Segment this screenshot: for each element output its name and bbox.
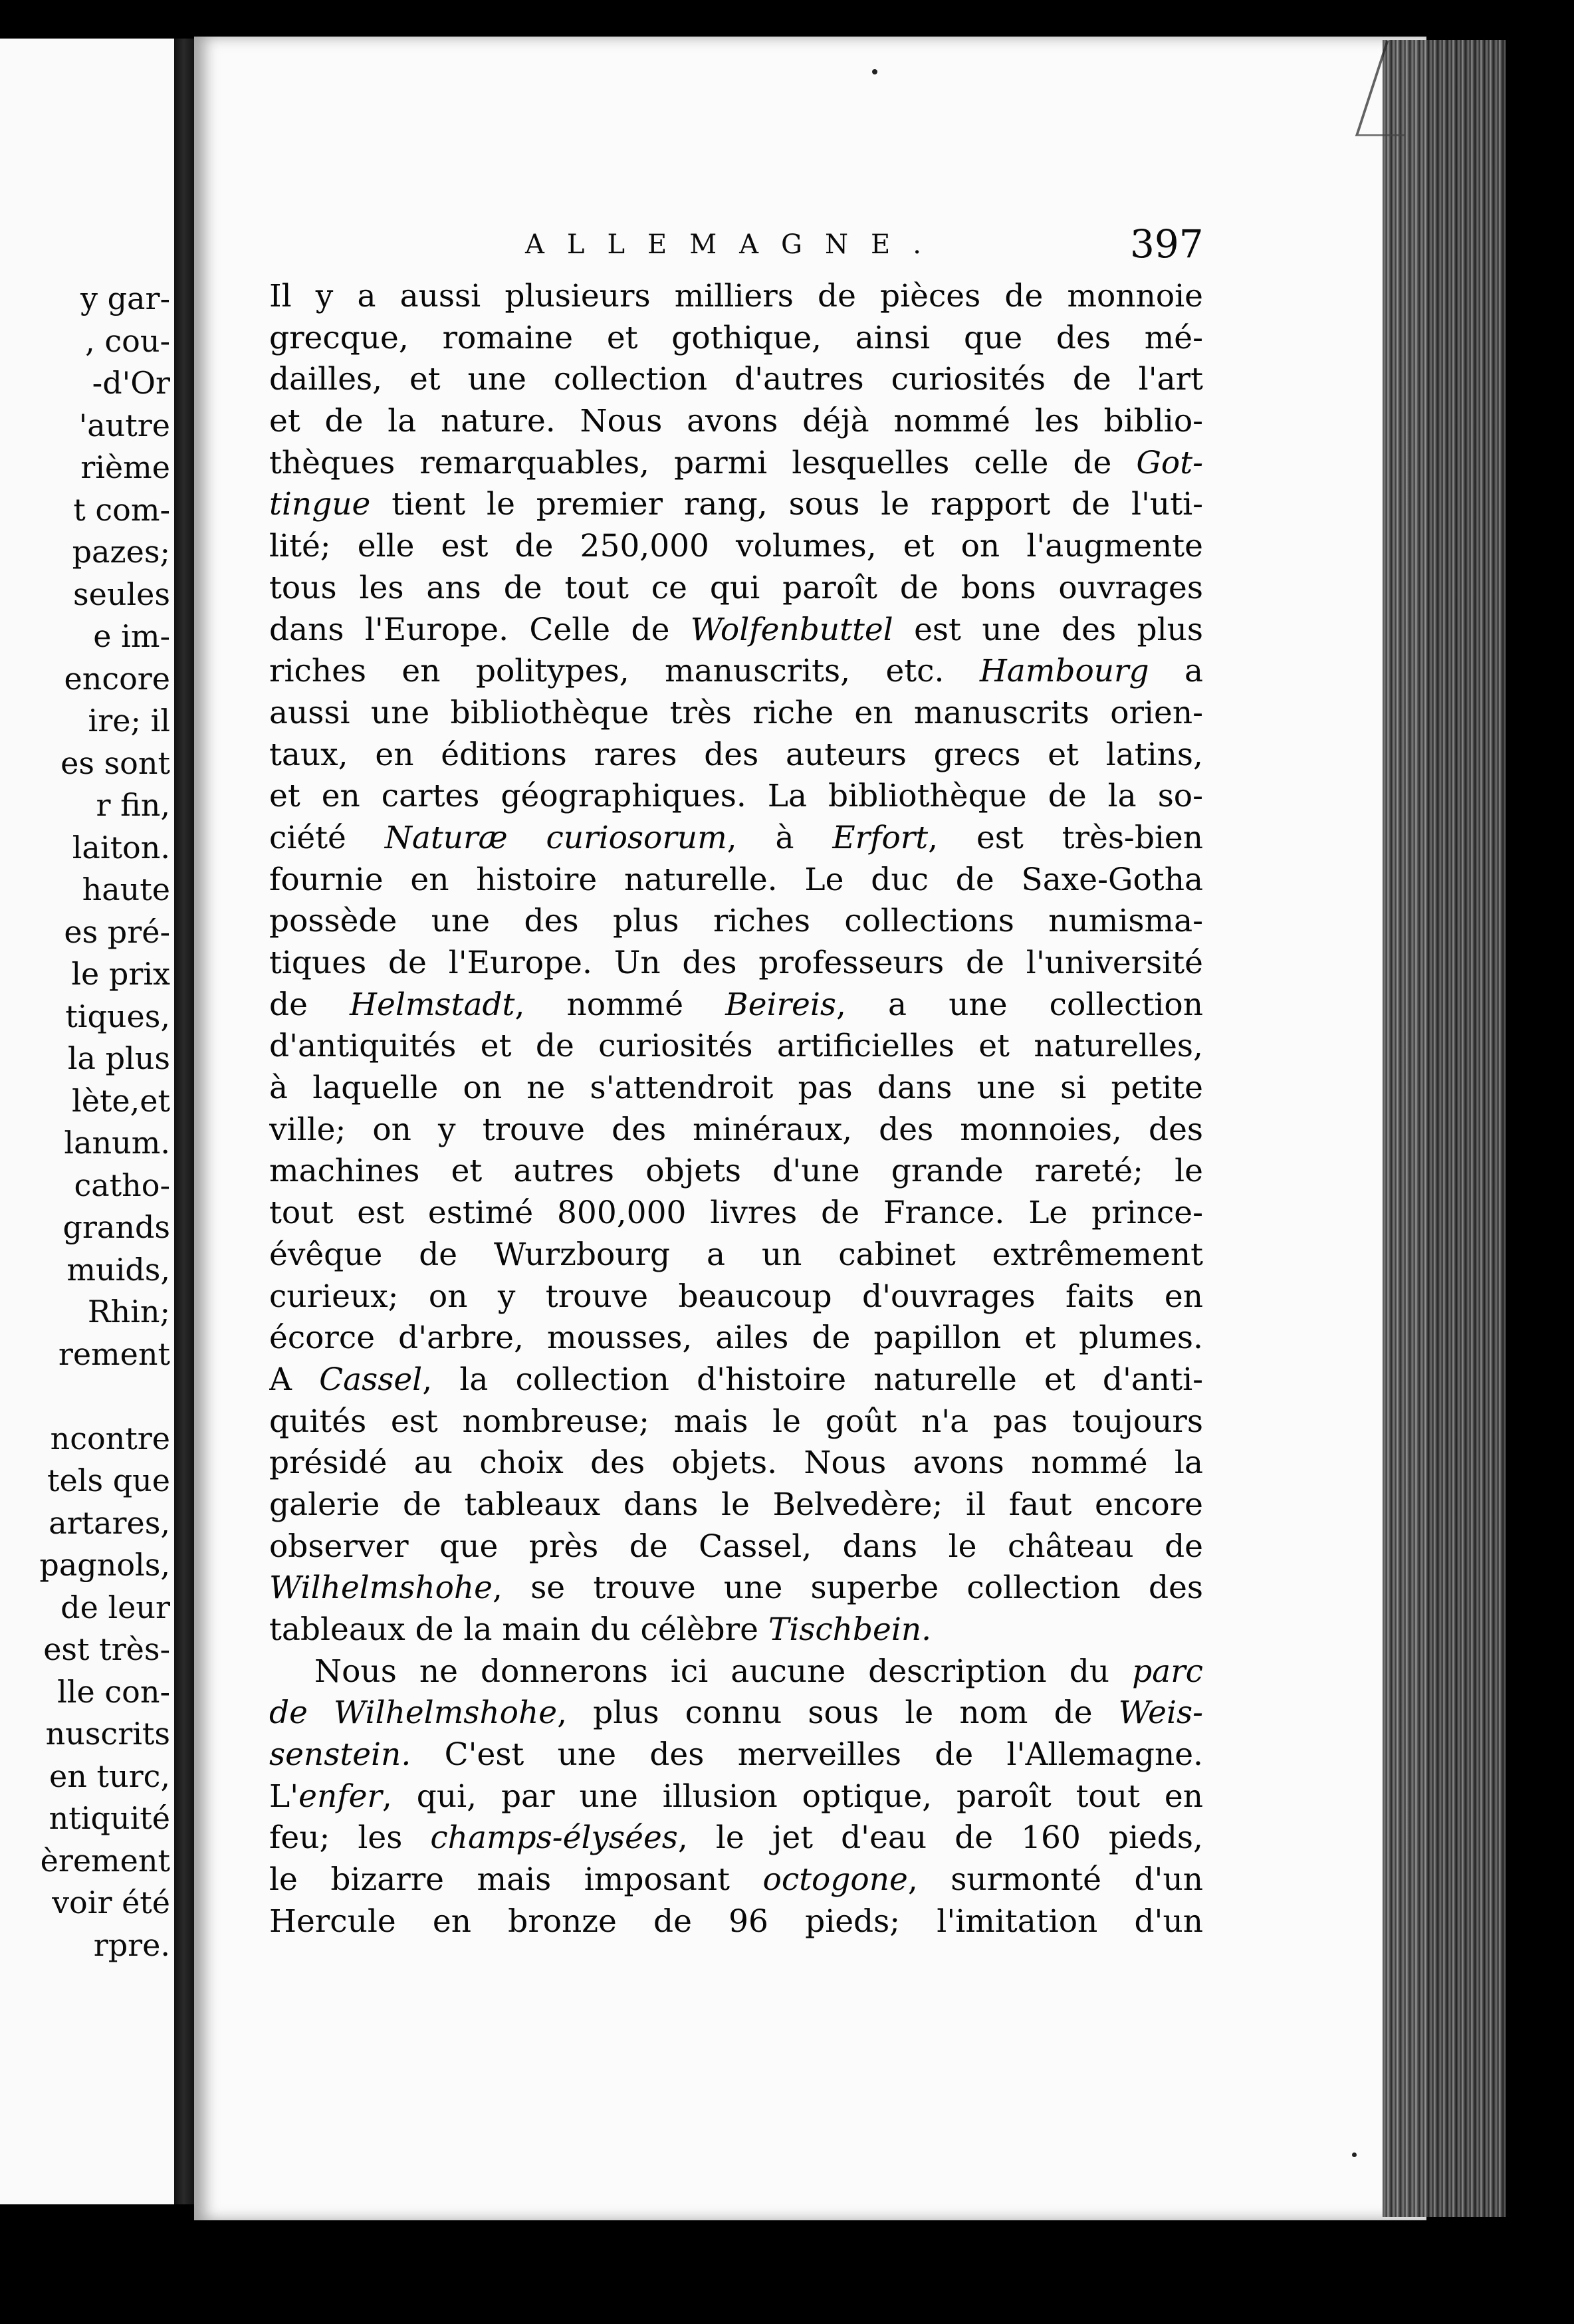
text-segment: , nommé [514,986,726,1023]
text-segment: ciété [269,819,385,856]
text-segment: dans l'Europe. Celle de [269,611,691,648]
italic-segment: tingue [269,486,371,523]
left-page-fragment: tels que [47,1462,170,1498]
text-line [269,1817,1203,1859]
text-line [269,1484,1203,1526]
text-segment: , est très-bien [928,819,1203,856]
text-segment: tous les ans de tout ce qui paroît de bons ouvrages [269,569,1203,606]
italic-segment: Erfort [832,819,929,856]
ink-speck [1352,2152,1357,2157]
italic-segment: Cassel [319,1361,423,1398]
text-segment: observer que près de Cassel, dans le château de [269,1528,1203,1565]
text-line [269,818,1203,860]
left-page-fragment: lanum. [64,1125,170,1161]
text-line [269,1692,1203,1734]
text-line [269,1026,1203,1068]
left-page-fragment: artares, [49,1504,170,1541]
text-line [269,735,1203,776]
left-page-fragment: de leur [60,1589,170,1625]
text-line [269,1068,1203,1109]
left-page-fragment: 'autre [78,407,170,443]
text-segment: , la collection d'histoire naturelle et d'anti- [422,1361,1203,1398]
text-line [269,1609,1203,1651]
page-number: 397 [1130,221,1204,267]
left-page-fragment: tiques, [65,998,170,1034]
left-page-fragment: rpre. [93,1926,170,1963]
left-page-fragment: catho- [74,1167,170,1203]
text-segment: grecque, romaine et gothique, ainsi que des mé- [269,319,1203,356]
italic-segment: Tischbein. [768,1611,932,1648]
text-segment: feu; les [269,1819,431,1857]
italic-segment: octogone [762,1861,908,1899]
text-segment: est une des plus [893,611,1203,648]
text-segment: A [269,1361,320,1398]
italic-segment: enfer [298,1778,382,1815]
italic-segment: Beireis [725,986,836,1023]
left-page-fragment: t com- [73,491,170,528]
text-segment: riches en politypes, manuscrits, etc. [269,653,980,690]
left-page-fragment: lle con- [57,1673,170,1710]
italic-segment: parc [1132,1653,1203,1690]
text-line [269,568,1203,610]
text-segment: , se trouve une superbe collection des [493,1569,1203,1607]
text-line [269,1109,1203,1151]
text-line [269,1276,1203,1318]
text-segment: ville; on y trouve des minéraux, des monnoies, des [269,1111,1203,1148]
text-line [269,401,1203,443]
text-line [269,1776,1203,1818]
text-line [269,1901,1203,1943]
text-segment: L' [269,1778,299,1815]
italic-segment: champs-élysées [430,1819,678,1857]
text-line [269,526,1203,568]
italic-segment: Hambourg [979,653,1149,690]
text-line [269,1526,1203,1568]
text-segment: d'antiquités et de curiosités artificielles et naturelles, [269,1028,1203,1065]
left-page-fragment: ntiquité [49,1800,170,1836]
left-page-fragment: ire; il [88,703,170,739]
text-segment: machines et autres objets d'une grande rareté; le [269,1153,1203,1190]
italic-segment: de Wilhelmshohe [269,1694,558,1732]
text-segment: et de la nature. Nous avons déjà nommé les biblio- [269,403,1203,440]
text-segment: tableaux de la main du célèbre [269,1611,768,1648]
text-segment: le bizarre mais imposant [269,1861,763,1899]
text-line [269,610,1203,651]
left-page-fragment: r fin, [96,787,170,823]
text-segment: Hercule en bronze de 96 pieds; l'imitation d'un [269,1903,1203,1940]
text-segment: Nous ne donnerons ici aucune description du [314,1653,1133,1690]
left-page-fragment: Rhin; [87,1294,170,1330]
left-page-fragment: nuscrits [45,1716,170,1752]
text-segment: lité; elle est de 250,000 volumes, et on l'augmente [269,528,1203,565]
left-facing-page [0,39,174,2204]
left-page-fragment: rement [58,1336,170,1372]
text-line [269,276,1203,318]
left-page-fragment: y gar- [80,281,170,316]
text-segment: , plus connu sous le nom de [557,1694,1119,1732]
running-head: ALLEMAGNE. [525,229,944,260]
text-line [269,1193,1203,1234]
left-page-fragment: grands [62,1209,170,1245]
text-segment: tout est estimé 800,000 livres de France. Le prince- [269,1195,1203,1232]
text-segment: , le jet d'eau de 160 pieds, [677,1819,1203,1857]
text-line [269,318,1203,360]
text-line [269,1318,1203,1359]
left-page-fragment: pagnols, [39,1547,170,1583]
text-line [269,443,1203,485]
text-segment: tiques de l'Europe. Un des professeurs de l'université [269,945,1203,981]
italic-segment: Weis- [1118,1694,1203,1732]
text-segment: tient le premier rang, sous le rapport de l'uti- [370,486,1203,523]
text-line [269,1568,1203,1609]
text-segment: , qui, par une illusion optique, paroît tout en [382,1778,1203,1815]
left-page-fragment: lète,et [72,1082,170,1119]
text-segment: Il y a aussi plusieurs milliers de pièces de monnoie [269,278,1203,314]
text-line [269,1151,1203,1193]
ink-speck [872,69,877,74]
left-page-fragment: , cou- [85,322,170,359]
left-page-fragment: muids, [66,1251,170,1288]
text-segment: , a une collection [836,986,1203,1023]
text-line [269,1859,1203,1901]
left-page-fragment: èrement [40,1842,170,1879]
left-page-fragment: rième [80,449,170,485]
left-page-text-fragments [0,278,174,1966]
left-page-fragment: le prix [71,956,170,992]
italic-segment: Got- [1136,444,1203,481]
left-page-fragment: voir été [52,1885,170,1920]
text-segment: , surmonté d'un [907,1861,1203,1899]
text-line [269,943,1203,985]
text-segment: à laquelle on ne s'attendroit pas dans une si petite [269,1070,1203,1107]
text-segment: écorce d'arbre, mousses, ailes de papillon et plumes. [269,1320,1203,1357]
left-page-fragment: encore [64,660,170,697]
left-page-fragment: seules [73,576,170,612]
left-page-fragment: e im- [93,618,170,654]
text-segment: a [1149,653,1203,690]
text-segment: évêque de Wurzbourg a un cabinet extrêmement [269,1236,1203,1273]
left-page-fragment: ncontre [50,1420,170,1456]
text-line [269,1443,1203,1484]
body-text [269,276,1203,1943]
text-segment: dailles, et une collection d'autres curiosités de l'art [269,361,1203,398]
text-segment: quités est nombreuse; mais le goût n'a pas toujours [269,1403,1203,1440]
text-segment: de [269,986,350,1023]
text-segment: possède une des plus riches collections numisma- [269,903,1203,940]
left-page-fragment [0,1375,174,1418]
left-page-fragment: pazes; [72,534,170,570]
text-segment: C'est une des merveilles de l'Allemagne. [411,1736,1203,1774]
text-segment: , à [727,819,833,856]
left-page-fragment: es sont [60,745,170,781]
left-page-fragment: es pré- [64,913,170,950]
text-line [269,1734,1203,1776]
text-segment: présidé au choix des objets. Nous avons nommé la [269,1445,1203,1482]
text-segment: taux, en éditions rares des auteurs grecs et latins, [269,736,1203,773]
left-page-fragment: en turc, [49,1758,170,1794]
left-page-fragment: -d'Or [92,365,170,401]
italic-segment: Wilhelmshohe [269,1569,493,1607]
text-line [269,484,1203,526]
text-segment: galerie de tableaux dans le Belvedère; il faut encore [269,1486,1203,1523]
text-line [269,1234,1203,1276]
italic-segment: Wolfenbuttel [690,611,893,648]
italic-segment: Helmstadt [350,986,515,1023]
text-line [269,359,1203,401]
text-line [269,651,1203,693]
page-edges [1383,40,1506,2217]
text-line [269,1651,1203,1693]
text-line [269,776,1203,818]
left-page-fragment: la plus [67,1040,170,1076]
text-line [269,860,1203,901]
left-page-fragment: haute [82,872,170,907]
text-segment: thèques remarquables, parmi lesquelles celle de [269,444,1137,481]
scan-border [1506,27,1574,2324]
text-line [269,985,1203,1026]
text-line [269,693,1203,735]
text-line [269,1359,1203,1401]
text-line [269,901,1203,943]
text-segment: curieux; on y trouve beaucoup d'ouvrages faits en [269,1278,1203,1315]
text-segment: et en cartes géographiques. La bibliothèque de la so- [269,778,1203,815]
text-line [269,1401,1203,1443]
left-page-fragment: laiton. [72,829,170,866]
text-segment: fournie en histoire naturelle. Le duc de Saxe-Gotha [269,861,1203,898]
italic-segment: Naturæ curiosorum [384,819,727,856]
left-page-fragment: est très- [43,1631,170,1667]
text-segment: aussi une bibliothèque très riche en manuscrits orien- [269,694,1203,731]
italic-segment: senstein. [269,1736,411,1774]
